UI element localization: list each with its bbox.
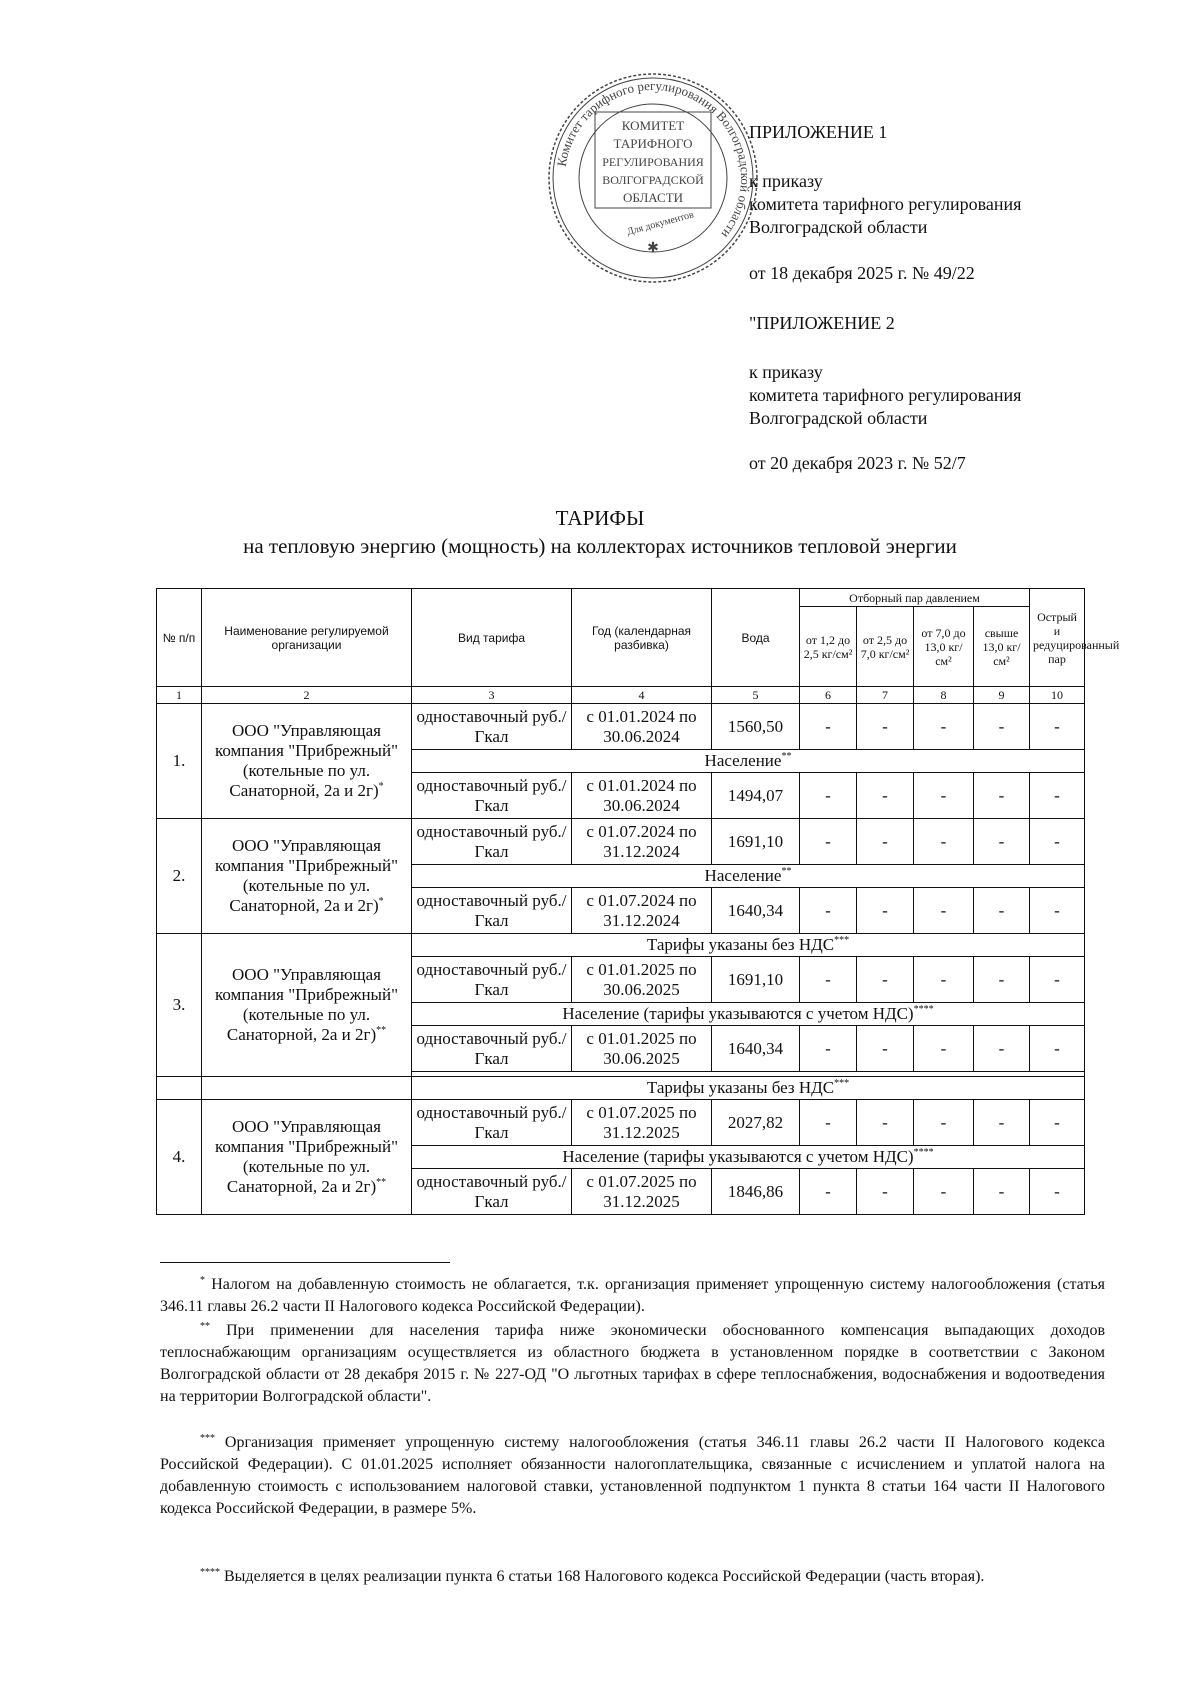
dash-cell: - — [1030, 819, 1085, 865]
footnote-separator — [160, 1262, 450, 1263]
footnote-2-text: При применении для населения тарифа ниже экономически обоснованного компенсация выпадающих доходов теплоснабжающим организациям осуществляется из областного бюджета в установленном порядке в соответствии с Законом Волгоградской области от 28 декабря 2015 г. № 227-ОД "О льготных тарифах в сфере теплоснабжения, водоснабжения и водоотведения на территории Волгоградской области". — [160, 1322, 1106, 1405]
region-label-2: Волгоградской области — [749, 408, 928, 428]
footnote-mark: * — [378, 896, 384, 907]
header-water: Вода — [712, 589, 800, 687]
footnote-2 — [160, 1320, 1105, 1408]
to-order-label: к приказу — [749, 171, 823, 191]
period: с 01.07.2025 по 31.12.2025 — [572, 1100, 712, 1146]
row-num: 2. — [157, 819, 202, 934]
header-p3: от 7,0 до 13,0 кг/см² — [914, 607, 974, 687]
org-name: ООО "Управляющая компания "Прибрежный" (котельные по ул. Санаторной, 2а и 2г) — [214, 836, 399, 915]
to-order-label-2: к приказу — [749, 362, 823, 382]
org-name-cell — [202, 1100, 412, 1215]
col-number: 1 — [157, 687, 202, 704]
dash-cell: - — [857, 1026, 914, 1072]
dash-cell: - — [800, 773, 857, 819]
col-number: 5 — [712, 687, 800, 704]
banner-text: Тарифы указаны без НДС — [646, 1078, 835, 1097]
dash-cell: - — [857, 773, 914, 819]
dash-cell: - — [974, 773, 1030, 819]
empty-cell — [202, 1077, 412, 1100]
dash-cell: - — [1030, 1026, 1085, 1072]
water-value: 1691,10 — [712, 819, 800, 865]
header-steam-group: Отборный пар давлением — [800, 589, 1030, 607]
col-number: 10 — [1030, 687, 1085, 704]
row-num: 4. — [157, 1100, 202, 1215]
dash-cell: - — [974, 704, 1030, 750]
footnote-mark: **** — [200, 1567, 220, 1578]
tariff-type: одноставочный руб./Гкал — [412, 773, 572, 819]
population-vat-banner — [412, 1003, 1085, 1026]
col-number: 6 — [800, 687, 857, 704]
document-title: ТАРИФЫ — [555, 506, 645, 530]
dash-cell: - — [800, 1100, 857, 1146]
tariff-type: одноставочный руб./Гкал — [412, 957, 572, 1003]
dash-cell: - — [974, 1100, 1030, 1146]
water-value: 2027,82 — [712, 1100, 800, 1146]
row-num: 3. — [157, 934, 202, 1077]
org-name-cell — [202, 934, 412, 1077]
population-banner — [412, 750, 1085, 773]
banner-text: Население — [704, 866, 782, 885]
water-value: 1640,34 — [712, 888, 800, 934]
dash-cell: - — [857, 957, 914, 1003]
dash-cell: - — [1030, 957, 1085, 1003]
stamp-line-5: ОБЛАСТИ — [622, 190, 684, 205]
footnote-1-text: Налогом на добавленную стоимость не облагается, т.к. организация применяет упрощенную систему налогообложения (статья 346.11 главы 26.2 части II Налогового кодекса Российской Федерации). — [160, 1276, 1106, 1315]
header-org: Наименование регулируемой организации — [202, 589, 412, 687]
org-name-cell — [202, 704, 412, 819]
footnote-mark: * — [378, 781, 384, 792]
banner-text: Население (тарифы указываются с учетом НДС) — [562, 1147, 914, 1166]
banner-text: Тарифы указаны без НДС — [646, 935, 835, 954]
org-name: ООО "Управляющая компания "Прибрежный" (котельные по ул. Санаторной, 2а и 2г) — [214, 1117, 399, 1196]
footnote-4 — [160, 1566, 1105, 1588]
header-num: № п/п — [157, 589, 202, 687]
population-vat-banner — [412, 1146, 1085, 1169]
no-vat-banner — [412, 934, 1085, 957]
header-type: Вид тарифа — [412, 589, 572, 687]
dash-cell: - — [800, 1026, 857, 1072]
dash-cell: - — [914, 1169, 974, 1215]
water-value: 1560,50 — [712, 704, 800, 750]
dash-cell: - — [800, 819, 857, 865]
col-number: 9 — [974, 687, 1030, 704]
dash-cell: - — [857, 819, 914, 865]
dash-cell: - — [857, 888, 914, 934]
stamp-star-icon: ✱ — [647, 241, 659, 256]
tariff-type: одноставочный руб./Гкал — [412, 1169, 572, 1215]
dash-cell: - — [1030, 773, 1085, 819]
header-p4: свыше 13,0 кг/см² — [974, 607, 1030, 687]
dash-cell: - — [914, 819, 974, 865]
tariff-type: одноставочный руб./Гкал — [412, 819, 572, 865]
dash-cell: - — [914, 704, 974, 750]
footnote-mark: **** — [913, 1147, 934, 1158]
water-value: 1691,10 — [712, 957, 800, 1003]
committee-label-2: комитета тарифного регулирования — [749, 385, 1022, 405]
dash-cell: - — [1030, 1100, 1085, 1146]
period: с 01.01.2025 по 30.06.2025 — [572, 957, 712, 1003]
dash-cell: - — [974, 1169, 1030, 1215]
footnote-mark: ** — [781, 866, 792, 877]
dash-cell: - — [974, 819, 1030, 865]
no-vat-banner — [412, 1077, 1085, 1100]
document-subtitle: на тепловую энергию (мощность) на коллекторах источников тепловой энергии — [243, 534, 957, 558]
tariff-type: одноставочный руб./Гкал — [412, 1100, 572, 1146]
header-p1: от 1,2 до 2,5 кг/см² — [800, 607, 857, 687]
footnote-mark: *** — [834, 935, 850, 946]
dash-cell: - — [914, 773, 974, 819]
footnote-3-text: Организация применяет упрощенную систему налогообложения (статья 346.11 главы 26.2 части II Налогового кодекса Российской Федерации). С 01.01.2025 исполняет обязанности налогоплательщика, связанные с исчислением и уплатой налога на добавленную стоимость с использованием налоговой ставки, установленной подпунктом 1 пункта 8 статьи 164 части II Налогового кодекса Российской Федерации, в размере 5%. — [160, 1434, 1106, 1517]
header-p2: от 2,5 до 7,0 кг/см² — [857, 607, 914, 687]
official-stamp — [543, 68, 763, 288]
org-name: ООО "Управляющая компания "Прибрежный" (котельные по ул. Санаторной, 2а и 2г) — [214, 965, 399, 1044]
dash-cell: - — [857, 1169, 914, 1215]
dash-cell: - — [914, 1026, 974, 1072]
dash-cell: - — [800, 957, 857, 1003]
col-number: 7 — [857, 687, 914, 704]
period: с 01.07.2024 по 31.12.2024 — [572, 819, 712, 865]
stamp-line-1: КОМИТЕТ — [621, 118, 685, 133]
header-sharp-steam: Острый и редуцированный пар — [1030, 589, 1085, 687]
order-date: от 18 декабря 2025 г. № 49/22 — [749, 263, 975, 283]
footnote-4-text: Выделяется в целях реализации пункта 6 статьи 168 Налогового кодекса Российской Федерации (часть вторая). — [224, 1568, 985, 1585]
footnote-mark: ** — [781, 751, 792, 762]
footnote-mark: * — [200, 1275, 205, 1286]
dash-cell: - — [974, 1026, 1030, 1072]
dash-cell: - — [1030, 1169, 1085, 1215]
col-number: 3 — [412, 687, 572, 704]
footnote-mark: ** — [200, 1321, 210, 1332]
dash-cell: - — [857, 704, 914, 750]
org-name-cell — [202, 819, 412, 934]
dash-cell: - — [1030, 888, 1085, 934]
stamp-line-4: ВОЛГОГРАДСКОЙ — [602, 173, 704, 187]
dash-cell: - — [857, 1100, 914, 1146]
water-value: 1640,34 — [712, 1026, 800, 1072]
appendix-2-label: "ПРИЛОЖЕНИЕ 2 — [749, 313, 895, 333]
banner-text: Население (тарифы указываются с учетом НДС) — [562, 1004, 914, 1023]
footnote-mark: ** — [376, 1177, 387, 1188]
dash-cell: - — [974, 957, 1030, 1003]
col-number: 4 — [572, 687, 712, 704]
water-value: 1494,07 — [712, 773, 800, 819]
stamp-note: Для документов — [625, 209, 695, 238]
water-value: 1846,86 — [712, 1169, 800, 1215]
tariff-table — [156, 588, 1120, 1215]
banner-text: Население — [704, 751, 782, 770]
dash-cell: - — [800, 888, 857, 934]
appendix-1-label: ПРИЛОЖЕНИЕ 1 — [749, 122, 888, 142]
region-label: Волгоградской области — [749, 217, 928, 237]
header-year: Год (календарная разбивка) — [572, 589, 712, 687]
footnote-mark: **** — [913, 1004, 934, 1015]
dash-cell: - — [914, 957, 974, 1003]
population-banner — [412, 865, 1085, 888]
order-date-2: от 20 декабря 2023 г. № 52/7 — [749, 453, 966, 473]
dash-cell: - — [800, 704, 857, 750]
dash-cell: - — [974, 888, 1030, 934]
dash-cell: - — [914, 1100, 974, 1146]
footnote-3 — [160, 1432, 1105, 1520]
footnote-1 — [160, 1274, 1105, 1318]
period: с 01.07.2024 по 31.12.2024 — [572, 888, 712, 934]
period: с 01.01.2024 по 30.06.2024 — [572, 704, 712, 750]
dash-cell: - — [800, 1169, 857, 1215]
tariff-type: одноставочный руб./Гкал — [412, 1026, 572, 1072]
footnote-mark: *** — [834, 1078, 850, 1089]
row-num: 1. — [157, 704, 202, 819]
empty-cell — [157, 1077, 202, 1100]
stamp-line-2: ТАРИФНОГО — [613, 136, 693, 151]
committee-label: комитета тарифного регулирования — [749, 194, 1022, 214]
tariff-type: одноставочный руб./Гкал — [412, 888, 572, 934]
tariff-type: одноставочный руб./Гкал — [412, 704, 572, 750]
dash-cell: - — [1030, 704, 1085, 750]
col-number: 8 — [914, 687, 974, 704]
period: с 01.07.2025 по 31.12.2025 — [572, 1169, 712, 1215]
dash-cell: - — [914, 888, 974, 934]
period: с 01.01.2025 по 30.06.2025 — [572, 1026, 712, 1072]
col-number: 2 — [202, 687, 412, 704]
period: с 01.01.2024 по 30.06.2024 — [572, 773, 712, 819]
stamp-line-3: РЕГУЛИРОВАНИЯ — [602, 155, 704, 169]
stamp-ring-text: Комитет тарифного регулирования Волгоградской области — [553, 77, 754, 242]
footnote-mark: ** — [376, 1025, 387, 1036]
footnote-mark: *** — [200, 1433, 215, 1444]
org-name: ООО "Управляющая компания "Прибрежный" (котельные по ул. Санаторной, 2а и 2г) — [214, 721, 399, 800]
